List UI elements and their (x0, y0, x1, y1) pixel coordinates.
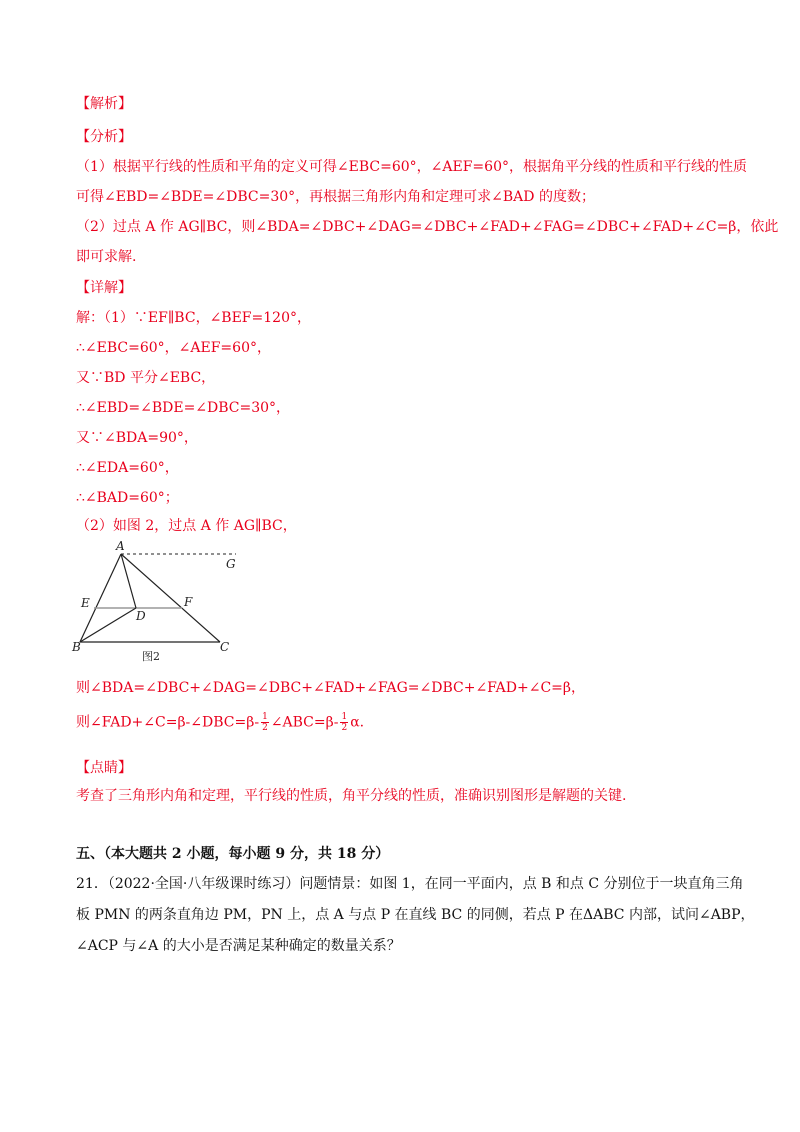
fenxi-heading: 【分析】 (76, 129, 132, 145)
detail-line-2: ∴∠EBC=60°，∠AEF=60°， (76, 340, 271, 356)
xiangjie-heading: 【详解】 (76, 280, 132, 296)
question-21-line-1: 21．（2022·全国·八年级课时练习）问题情景：如图 1，在同一平面内，点 B 和点 C 分别位于一块直角三角 (76, 876, 744, 892)
analysis-part1-line1: （1）根据平行线的性质和平角的定义可得∠EBC=60°，∠AEF=60°，根据角平分线的性质和平行线的性质 (76, 159, 747, 175)
analysis-part2-line1: （2）过点 A 作 AG∥BC，则∠BDA=∠DBC+∠DAG=∠DBC+∠FAD+∠FAG=∠DBC+∠FAD+∠C=β，依此 (76, 219, 779, 235)
label-e: E (81, 596, 90, 610)
detail-line-10-part-c: α. (350, 714, 365, 731)
section-5-heading: 五、（本大题共 2 小题，每小题 9 分，共 18 分） (76, 846, 390, 862)
analysis-part1-line2: 可得∠EBD=∠BDE=∠DBC=30°，再根据三角形内角和定理可求∠BAD 的度数； (76, 189, 595, 205)
jiexi-heading: 【解析】 (76, 96, 132, 112)
dianjing-text: 考查了三角形内角和定理，平行线的性质，角平分线的性质，准确识别图形是解题的关键. (76, 788, 627, 804)
label-b: B (72, 640, 81, 654)
label-d: D (136, 609, 146, 623)
detail-line-5: 又∵∠BDA=90°， (76, 430, 198, 446)
detail-line-10-part-b: ∠ABC=β- (270, 714, 339, 731)
label-a: A (116, 539, 125, 553)
figure-caption: 图2 (142, 650, 160, 663)
label-f: F (184, 595, 193, 609)
detail-line-9: 则∠BDA=∠DBC+∠DAG=∠DBC+∠FAD+∠FAG=∠DBC+∠FAD+∠C=β， (76, 680, 586, 696)
segment-ad (121, 554, 136, 608)
figure-2 (70, 536, 250, 666)
detail-line-4: ∴∠EBD=∠BDE=∠DBC=30°， (76, 400, 291, 416)
detail-line-6: ∴∠EDA=60°， (76, 460, 179, 476)
detail-line-1: 解：（1）∵EF∥BC，∠BEF=120°， (76, 310, 311, 326)
question-21-line-2: 板 PMN 的两条直角边 PM，PN 上，点 A 与点 P 在直线 BC 的同侧，若点 P 在ΔABC 内部，试问∠ABP， (76, 907, 755, 923)
detail-line-3: 又∵BD 平分∠EBC， (76, 370, 216, 386)
label-c: C (220, 640, 230, 654)
detail-line-10 (76, 712, 364, 733)
question-21-line-3: ∠ACP 与∠A 的大小是否满足某种确定的数量关系？ (76, 938, 401, 954)
label-g: G (226, 557, 236, 571)
fraction-one-half-2: $\frac{1}{2}$ (341, 712, 348, 733)
fraction-one-half: $\frac{1}{2}$ (262, 712, 268, 733)
dianjing-heading: 【点睛】 (76, 760, 132, 776)
analysis-part2-line2: 即可求解. (76, 249, 137, 265)
detail-line-7: ∴∠BAD=60°； (76, 490, 179, 506)
detail-line-8: （2）如图 2，过点 A 作 AG∥BC， (76, 518, 297, 534)
detail-line-10-part-a: 则∠FAD+∠C=β-∠DBC=β- (76, 714, 260, 731)
segment-ac (121, 554, 220, 642)
